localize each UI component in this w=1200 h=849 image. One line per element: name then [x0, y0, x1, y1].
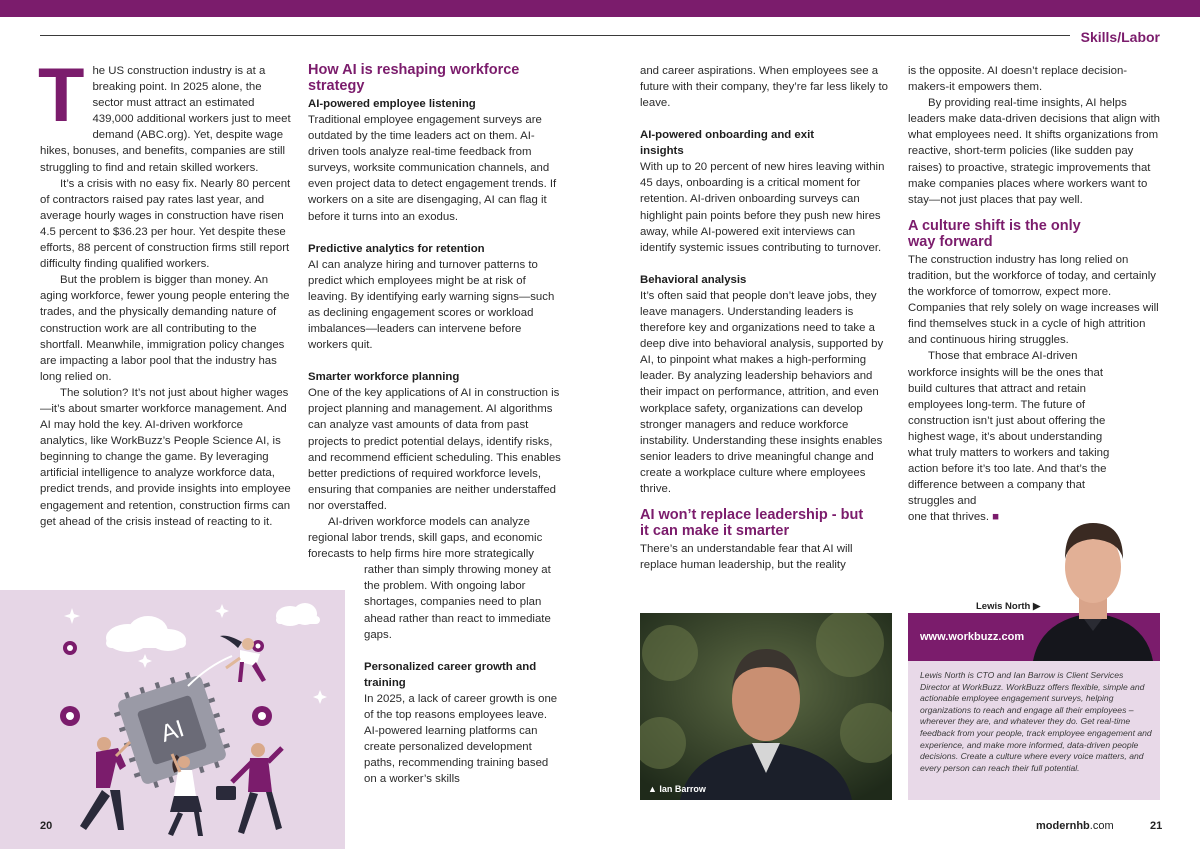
paragraph: There’s an understandable fear that AI will replace human leadership, but the reality — [640, 543, 853, 572]
paragraph: With up to 20 percent of new hires leaving within 45 days, onboarding is a critical moment for retention. AI-driven onboarding surveys can highlight pain points before they push new hires away, while AI-powered exit interviews can identify systemic issues contributing to turnover. — [640, 161, 885, 254]
paragraph: AI-driven workforce models can analyze regional labor trends, skill gaps, and economic forecasts to help firms hire more strategically — [308, 515, 543, 561]
ai-team-illustration — [0, 590, 345, 849]
ian-caption: ▲ Ian Barrow — [648, 784, 706, 794]
paragraph: The construction industry has long relied on tradition, but the workforce of today, and certainly the workforce of tomorrow, expect more. Companies that rely solely on wage increases will find themselves stuck in a cycle of high attrition and continuous hiring struggles. — [908, 253, 1159, 347]
subheading: Predictive analytics for retention — [308, 242, 485, 255]
paragraph: In 2025, a lack of career growth is one of the top reasons employees leave. AI-powered learning platforms can create personalized development paths, recommending training based on a worker’s skills — [364, 692, 558, 786]
intro-text: he US construction industry is at a breaking point. In 2025 alone, the sector must attract an estimated 439,000 additional workers just to meet demand (ABC.org). Yet, despite wage hikes, bonuses, and benefits, companies are still struggling to find and retain skilled workers. — [40, 65, 291, 174]
page-number-left: 20 — [40, 820, 53, 832]
section-tag: Skills/Labor — [1080, 29, 1160, 45]
paragraph: Traditional employee engagement surveys are outdated by the time leaders act on them. AI-driven tools analyze real-time feedback from surveys, worksite communication channels, and even project data to detect engagement trends. If workers on a site are disengaging, AI can flag it before it turns into an exodus. — [308, 114, 557, 223]
paragraph: One of the key applications of AI in construction is project planning and management. AI algorithms can analyze vast amounts of data from past projects to predict potential delays, identify risks, and recommend efficient scheduling. This enables better predictions of required workforce levels, ensuring that companies are neither understaffed nor overstaffed. — [308, 387, 561, 512]
paragraph: But the problem is bigger than money. An aging workforce, fewer young people entering the trades, and the physically demanding nature of construction work are all contributing to the shortfall. Meanwhile, immigration policy changes are impacting a labor pool that the industry has long relied on. — [40, 274, 290, 383]
subheading: AI-powered onboarding and exit insights — [640, 129, 815, 158]
paragraph: The solution? It’s not just about higher wages—it’s about smarter workforce management. And AI may hold the key. AI-driven workforce analytics, like WorkBuzz’s People Science AI, is beginning to change the game. By leveraging artificial intelligence to analyze workforce data, predict trends, and provide insights into employee engagement and retention, construction firms can get ahead of the crisis instead of reacting to it. — [40, 386, 291, 528]
top-color-bar — [0, 0, 1200, 17]
page-number-right: 21 — [1150, 820, 1163, 832]
paragraph: By providing real-time insights, AI helps leaders make data-driven decisions that align with what employees need. It shifts organizations from reactive, short-term policies (like sudden pay raises) to proactive, strategic improvements that make companies places where workers want to stay—not just places that pay well. — [908, 97, 1160, 206]
ian-barrow-photo — [640, 613, 892, 800]
subheading: Smarter workforce planning — [308, 371, 460, 384]
author-bio: Lewis North is CTO and Ian Barrow is Client Services Director at WorkBuzz. WorkBuzz offers flexible, simple and actionable employee engagement surveys, helping organizations to reach and engage all their employees – wherever they are, and whatever they do. Get real-time feedback from your people, track employee engagement and experience, and make more informed, data-driven people decisions. Create a culture where every voice matters, and every person can reach their full potential. — [920, 670, 1152, 773]
subheading: Behavioral analysis — [640, 273, 747, 286]
column-1 — [38, 53, 292, 530]
paragraph: rather than simply throwing money at the problem. With ongoing labor shortages, companies need to plan ahead rather than react to immediate gaps. — [364, 564, 551, 641]
paragraph: It’s often said that people don’t leave jobs, they leave managers. Understanding leaders is therefore key and organizations need to take a deep dive into behavioral analysis, supported by AI, to pinpoint what makes a high-performing leader. By analyzing leadership behaviors and their impact on performance, attrition, and even workplace safety, organizations can develop stronger managers and reduce workforce instability. Understanding these insights enables senior leaders to drive meaningful change and create a workplace culture where employees thrive. — [640, 289, 884, 495]
company-url[interactable]: www.workbuzz.com — [920, 631, 1025, 643]
column-2 — [308, 62, 562, 787]
section-heading: AI won’t replace leadership - but it can make it smarter — [640, 507, 864, 540]
subheading: AI-powered employee listening — [308, 98, 476, 110]
intro-paragraph — [38, 53, 292, 176]
paragraph: is the opposite. AI doesn’t replace decision-makers-it empowers them. — [908, 65, 1128, 94]
section-heading: A culture shift is the only way forward — [908, 217, 1081, 250]
column-3 — [640, 63, 892, 573]
column-4 — [908, 63, 1162, 525]
paragraph: and career aspirations. When employees see a future with their company, they’re far less likely to leave. — [640, 65, 888, 110]
paragraph: AI can analyze hiring and turnover patterns to predict which employees might be at risk of leaving. By identifying early warning signs—such as declining engagement scores or workload imbalances—leaders can intervene before workers quit. — [308, 258, 555, 352]
paragraph: It’s a crisis with no easy fix. Nearly 80 percent of contractors raised pay rates last year, and average hourly wages in construction have risen 4.5 percent to $36.23 per hour. Yet despite these efforts, 88 percent of construction firms still report difficulty finding qualified workers. — [40, 177, 291, 271]
wrapped-text-block — [364, 562, 562, 787]
chip-label: AI — [157, 715, 188, 748]
end-mark: ■ — [992, 511, 1000, 524]
section-heading: How AI is reshaping workforce strategy — [308, 62, 520, 94]
lewis-north-photo — [1025, 505, 1160, 661]
closing-line: one that thrives. ■ — [908, 511, 1000, 524]
ai-illustration — [0, 590, 345, 849]
lewis-caption: Lewis North ▶ — [976, 601, 1041, 612]
subheading: Personalized career growth and training — [364, 660, 537, 689]
site-name: modernhb.com — [1036, 820, 1114, 832]
paragraph: Those that embrace AI-driven workforce insights will be the ones that build cultures that attract and retain employees long-term. The future of construction isn’t just about offering the highest wage, it’s about understanding what truly matters to workers and taking action before it’s too late. And that’s the difference between a company that struggles and — [908, 350, 1110, 508]
header-rule — [40, 35, 1070, 36]
dropcap: T — [38, 53, 85, 138]
